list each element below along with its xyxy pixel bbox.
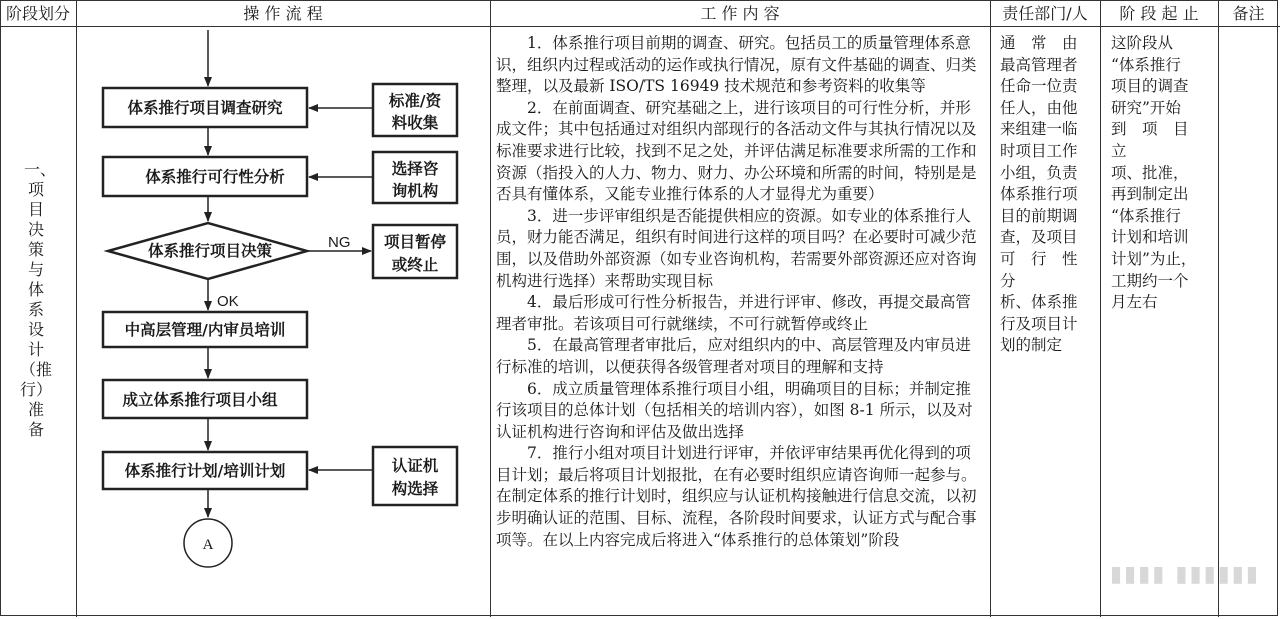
content-item: 6．成立质量管理体系推行项目小组，明确项目的目标；并制定推行该项目的总体计划（包括相关的培训内容），如图 8-1 所示，以及对认证机构进行咨询和评估及做出选择 bbox=[496, 379, 973, 441]
responsible-line: 查，及项目 bbox=[1000, 228, 1078, 247]
responsible-line: 可 行 性 分 bbox=[1000, 249, 1094, 290]
flowchart bbox=[0, 0, 490, 619]
stage-char: 策 bbox=[27, 240, 44, 259]
responsible-line: 通 常 由 bbox=[1000, 34, 1078, 52]
content-item: 1．体系推行项目前期的调查、研究。包括员工的质量管理体系意识，组织内过程或活动的运作或执行情况，原有文件基础的调查、归类整理，以及最新 ISO/TS 16949 技术规范和参考资料的收集等 bbox=[496, 34, 977, 96]
decision-label: 体系推行项目决策 bbox=[147, 242, 273, 260]
period-line: “体系推行 bbox=[1111, 55, 1181, 74]
content-item: 5．在最高管理者审批后，应对组织内的中、高层管理及内审员进行标准的培训，以便获得各级管理者对项目的理解和支持 bbox=[496, 336, 971, 376]
input-label: 选择咨 bbox=[391, 160, 439, 178]
stage-char: （推 bbox=[19, 360, 52, 379]
stage-char: 体 bbox=[27, 280, 44, 299]
stage-char: 与 bbox=[27, 260, 44, 279]
ok-label: OK bbox=[217, 293, 239, 310]
period-line: 研究”开始 bbox=[1111, 98, 1181, 117]
input-label: 料收集 bbox=[391, 114, 439, 132]
responsible-line: 析、体系推 bbox=[1000, 293, 1078, 312]
header-remark: 备注 bbox=[1232, 4, 1265, 23]
input-label: 认证机 bbox=[391, 457, 439, 475]
stage-char: 计 bbox=[27, 340, 44, 359]
column-divider bbox=[1218, 0, 1219, 617]
input-label: 标准/资 bbox=[388, 92, 442, 110]
responsible-line: 小组，负责 bbox=[1000, 163, 1078, 182]
column-divider bbox=[490, 0, 491, 617]
content-item: 4．最后形成可行性分析报告，并进行评审、修改，再提交最高管理者审批。若该项目可行就继续，不可行就暂停或终止 bbox=[496, 293, 971, 333]
stage-char: 项 bbox=[27, 180, 44, 199]
responsible-line: 划的制定 bbox=[1000, 336, 1063, 355]
content-item: 7．推行小组对项目计划进行评审，并依评审结果再优化得到的项目计划；最后将项目计划报批，在有必要时组织应请咨询师一起参与。在制定体系的推行计划时，组织应与认证机构接触进行信息交流，以初步明确认证的范围、目标、流程，各阶段时间要求，认证方式与配合事项等。在以上内容完成后将进入“体系推行的总体策划”阶段 bbox=[496, 444, 977, 549]
stage-char: 备 bbox=[27, 420, 44, 439]
period-line: 再到制定出 bbox=[1111, 185, 1189, 204]
responsible-line: 时项目工作 bbox=[1000, 141, 1078, 160]
stage-char: 行） bbox=[19, 380, 52, 399]
stage-char: 准 bbox=[27, 400, 44, 419]
header-flow: 操 作 流 程 bbox=[243, 4, 323, 23]
watermark: ▮▮▮▮ ▮▮▮▮▮▮ bbox=[1109, 562, 1260, 587]
content-item: 3．进一步评审组织是否能提供相应的资源。如专业的体系推行人员，财力能否满足，组织有时间进行这样的项目吗？在必要时可减少范围，以及借助外部资源（如专业咨询机构，若需要外部资源还应对咨询机构进行选择）来帮助实现目标 bbox=[496, 206, 977, 290]
stage-char: 目 bbox=[27, 200, 44, 219]
header-stage: 阶段划分 bbox=[5, 4, 70, 23]
column-divider bbox=[1100, 0, 1101, 617]
column-divider bbox=[990, 0, 991, 617]
stage-char: 设 bbox=[27, 320, 44, 339]
step-label: 中高层管理/内审员培训 bbox=[124, 321, 286, 339]
period-line: 计划”为止， bbox=[1111, 249, 1197, 268]
period-line: 到 项 目 立 bbox=[1111, 120, 1205, 160]
period-line: 计划和培训 bbox=[1111, 228, 1189, 247]
step-label: 成立体系推行项目小组 bbox=[122, 391, 278, 409]
responsible-line: 行及项目计 bbox=[1000, 314, 1078, 333]
period-line: 这阶段从 bbox=[1111, 34, 1174, 52]
step-label: 体系推行可行性分析 bbox=[145, 168, 285, 186]
period-text bbox=[1111, 33, 1207, 314]
responsible-text bbox=[1000, 33, 1092, 357]
responsible-line: 任人，由他 bbox=[1000, 98, 1078, 117]
period-line: 项、批准， bbox=[1111, 163, 1189, 182]
input-label: 或终止 bbox=[391, 256, 439, 274]
period-line: 月左右 bbox=[1111, 293, 1158, 312]
step-label: 体系推行计划/培训计划 bbox=[124, 462, 286, 480]
stage-char: 一、 bbox=[24, 160, 57, 179]
step-label: 体系推行项目调查研究 bbox=[127, 99, 283, 117]
header-responsible: 责任部门/人 bbox=[1002, 4, 1088, 23]
responsible-line: 目的前期调 bbox=[1000, 206, 1078, 225]
responsible-line: 最高管理者 bbox=[1000, 55, 1078, 74]
period-line: 项目的调查 bbox=[1111, 77, 1189, 96]
responsible-line: 体系推行项 bbox=[1000, 185, 1078, 204]
responsible-line: 来组建一临 bbox=[1000, 120, 1078, 139]
input-label: 项目暂停 bbox=[383, 233, 447, 251]
content-item: 2．在前面调查、研究基础之上，进行该项目的可行性分析，并形成文件；其中包括通过对组织内部现行的各活动文件与其执行情况以及标准要求进行比较，找到不足之处，并评估满足标准要求所需的工作和资源（指投入的人力、物力、财力、办公环境和所需的时间，特别是是否具有懂体系，又能专业推行体系的人才显得尤为重要） bbox=[496, 98, 977, 204]
responsible-line: 任命一位责 bbox=[1000, 77, 1078, 96]
stage-char: 决 bbox=[27, 220, 44, 239]
ng-label: NG bbox=[328, 234, 351, 251]
header-period: 阶 段 起 止 bbox=[1119, 4, 1199, 23]
work-content bbox=[496, 33, 984, 551]
header-content: 工 作 内 容 bbox=[700, 4, 780, 23]
input-label: 询机构 bbox=[391, 182, 439, 200]
connector-label: A bbox=[202, 537, 214, 553]
stage-char: 系 bbox=[27, 300, 44, 319]
input-label: 构选择 bbox=[391, 480, 439, 498]
period-line: 工期约一个 bbox=[1111, 271, 1189, 290]
period-line: “体系推行 bbox=[1111, 206, 1181, 225]
